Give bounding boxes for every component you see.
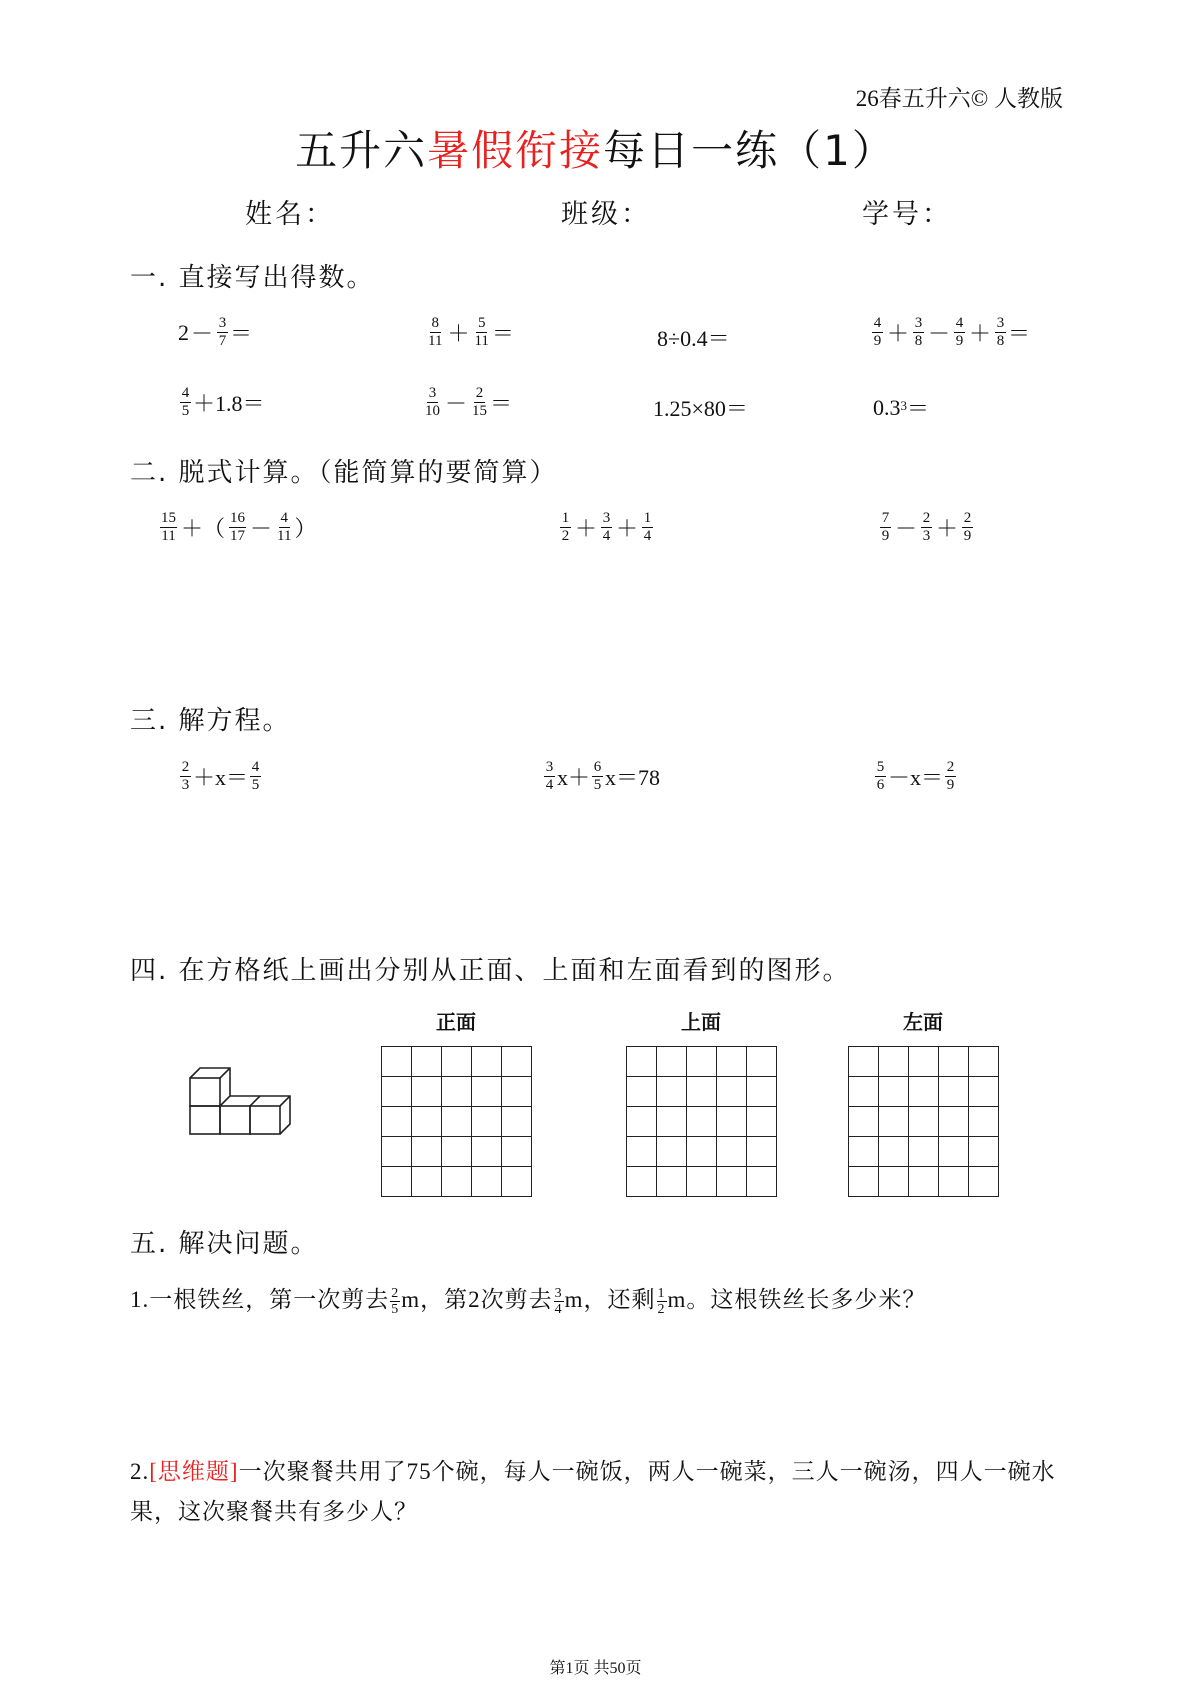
cube-figure [185, 1060, 295, 1145]
s1-expression-2: $\frac{8}{11}$ ＋ $\frac{5}{11}$ ＝ [428, 315, 514, 349]
number-field-label: 学号： [862, 199, 952, 230]
left-view-grid[interactable] [848, 1046, 999, 1197]
section-3-title: 三. 解方程。 [130, 706, 291, 736]
title-part-3: 每日一练（1） [603, 126, 896, 175]
s3-equation-2: $\frac{3}{4}$ x＋ $\frac{6}{5}$ x＝78 [545, 759, 661, 793]
top-view-grid[interactable] [626, 1046, 777, 1197]
page-footer: 第1页 共50页 [549, 1660, 642, 1677]
s3-equation-1: $\frac{2}{3}$ ＋x＝ $\frac{4}{5}$ [181, 759, 260, 793]
title-part-1: 五升六 [295, 126, 428, 175]
s1-expression-4: $\frac{4}{9}$ ＋ $\frac{3}{8}$ － $\frac{4}{9}$ ＋ $\frac{3}{8}$ ＝ [873, 315, 1031, 349]
problem-2: 2.[思维题]一次聚餐共用了75个碗，每人一碗饭，两人一碗菜，三人一碗汤，四人一碗水果，这次聚餐共有多少人？ [130, 1459, 1056, 1524]
top-view-label: 上面 [681, 1010, 721, 1034]
s1-expression-7: 1.25×80＝ [653, 396, 748, 421]
s1-expression-8: 0.3 $^3$ ＝ [873, 394, 930, 421]
title-part-2: 暑假衔接 [427, 126, 604, 175]
name-field-label: 姓名： [245, 199, 335, 230]
s2-expression-2: $\frac{1}{2}$ ＋ $\frac{3}{4}$ ＋ $\frac{1}{4}$ [561, 510, 652, 544]
left-view-label: 左面 [903, 1010, 943, 1034]
front-view-grid[interactable] [381, 1046, 532, 1197]
s1-expression-6: $\frac{3}{10}$ － $\frac{2}{15}$ ＝ [425, 385, 513, 419]
s3-equation-3: $\frac{5}{6}$ －x＝ $\frac{2}{9}$ [876, 759, 955, 793]
section-1-title: 一. 直接写出得数。 [130, 263, 375, 293]
class-field-label: 班级： [561, 199, 651, 230]
page-title [0, 118, 1191, 178]
section-5-title: 五. 解决问题。 [130, 1229, 319, 1259]
edition-label: 26春五升六© 人教版 [855, 86, 1063, 111]
thinking-tag: [思维题] [149, 1459, 239, 1484]
s1-expression-3: 8÷0.4＝ [657, 326, 730, 351]
problem-1: 1.一根铁丝，第一次剪去 $\frac{2}{5}$ m，第2次剪去 $\frac{3}{4}$ m，还剩 $\frac{1}{2}$ m。这根铁丝长多少米？ [130, 1286, 927, 1318]
section-2-title: 二. 脱式计算。（能简算的要简算） [130, 458, 558, 488]
front-view-label: 正面 [436, 1010, 476, 1034]
s2-expression-1: $\frac{15}{11}$ ＋（ $\frac{16}{17}$ － $\frac{4}{11}$ ） [161, 510, 317, 544]
s1-expression-5: $\frac{4}{5}$ ＋1.8＝ [181, 385, 265, 419]
s1-expression-1: 2 － $\frac{3}{7}$ ＝ [178, 315, 253, 349]
s2-expression-3: $\frac{7}{9}$ － $\frac{2}{3}$ ＋ $\frac{2}{9}$ [881, 510, 972, 544]
section-4-title: 四. 在方格纸上画出分别从正面、上面和左面看到的图形。 [130, 956, 851, 986]
